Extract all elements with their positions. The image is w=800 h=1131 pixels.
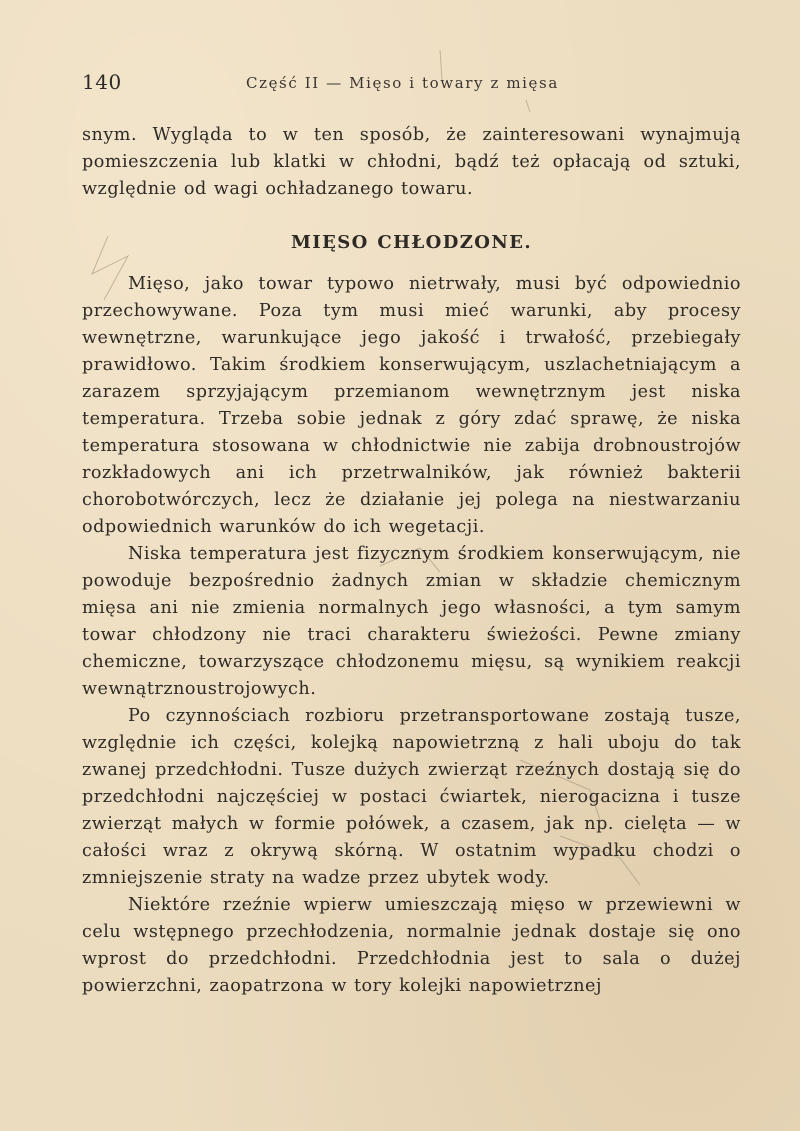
running-title: Część II — Mięso i towary z mięsa <box>246 74 559 92</box>
page-header <box>82 70 742 100</box>
paragraph: Niska temperatura jest fizycznym środkiem konserwującym, nie powoduje bezpośrednio żadnych zmian w składzie chemicznym mięsa ani nie zmienia normalnych jego własności, a tym samym towar chłodzony nie traci charakteru świeżości. Pewne zmiany chemiczne, towarzyszące chłodzonemu mięsu, są wynikiem reakcji wewnątrznoustrojowych. <box>82 544 741 699</box>
continuation-paragraph: snym. Wygląda to w ten sposób, że zainteresowani wynajmują pomieszczenia lub klatki w chłodni, bądź też opłacają od sztuki, względnie od wagi ochładzanego towaru. <box>82 125 741 199</box>
paragraph: Po czynnościach rozbioru przetransportowane zostają tusze, względnie ich części, kolejką napowietrzną z hali uboju do tak zwanej przedchłodni. Tusze dużych zwierząt rzeźnych dostają się do przedchłodni najczęściej w postaci ćwiartek, nierogacizna i tusze zwierząt małych w formie połówek, a czasem, jak np. cielęta — w całości wraz z okrywą skórną. W ostatnim wypadku chodzi o zmniejszenie straty na wadze przez ubytek wody. <box>82 706 741 888</box>
paragraph: Mięso, jako towar typowo nietrwały, musi być odpowiednio przechowywane. Poza tym musi mieć warunki, aby procesy wewnętrzne, warunkujące jego jakość i trwałość, przebiegały prawidłowo. Takim środkiem konserwującym, uszlachetniającym a zarazem sprzyjającym przemianom wewnętrznym jest niska temperatura. Trzeba sobie jednak z góry zdać sprawę, że niska temperatura stosowana w chłodnictwie nie zabija drobnoustrojów rozkładowych ani ich przetrwalników, jak również bakterii chorobotwórczych, lecz że działanie jej polega na niestwarzaniu odpowiednich warunków do ich wegetacji. <box>82 274 741 537</box>
body-text <box>82 122 741 1000</box>
paragraph: Niektóre rzeźnie wpierw umieszczają mięso w przewiewni w celu wstępnego przechłodzenia, normalnie jednak dostaje się ono wprost do przedchłodni. Przedchłodnia jest to sala o dużej powierzchni, zaopatrzona w tory kolejki napowietrznej <box>82 895 741 996</box>
page-number: 140 <box>82 70 122 94</box>
section-heading: MIĘSO CHŁODZONE. <box>290 232 533 253</box>
